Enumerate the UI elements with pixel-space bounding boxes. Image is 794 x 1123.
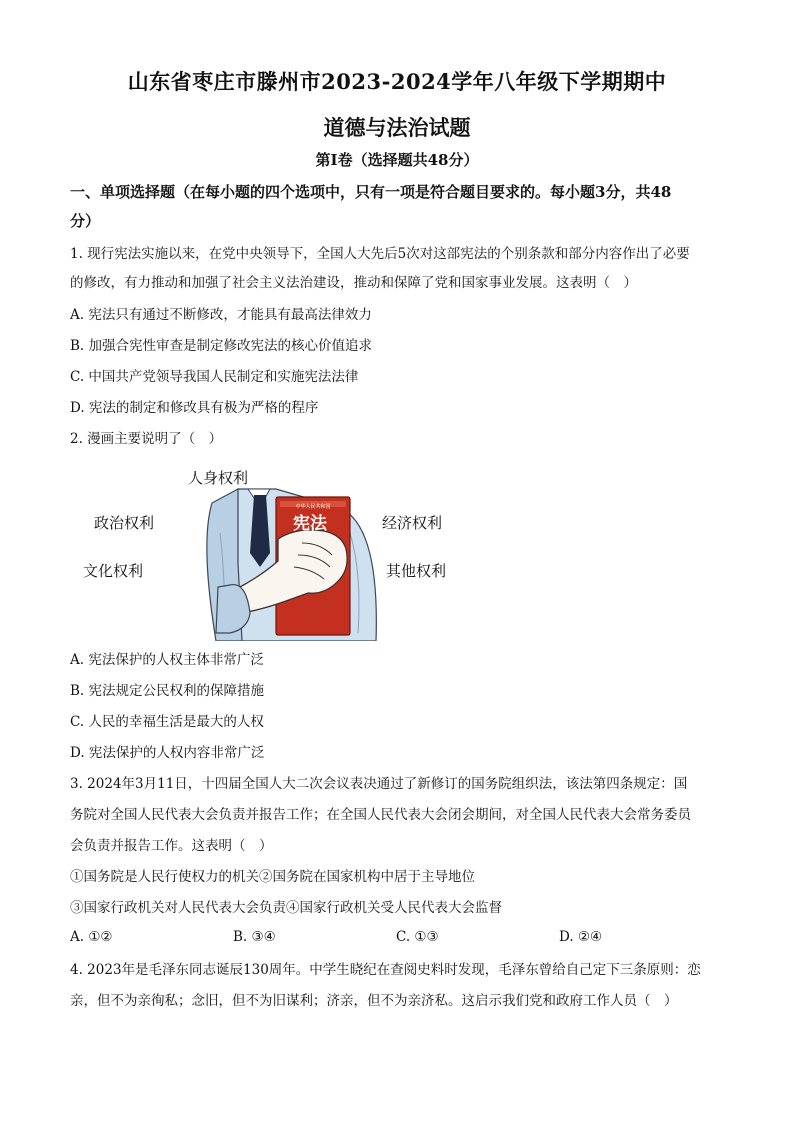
- section-heading-line2: 分）: [70, 212, 101, 230]
- q2-option-d: D. 宪法保护的人权内容非常广泛: [70, 745, 265, 761]
- label-economic-rights: 经济权利: [382, 514, 443, 532]
- q3-item-line1: ①国务院是人民行使权力的机关②国务院在国家机构中居于主导地位: [70, 869, 475, 885]
- q4-stem-line2: 亲，但不为亲徇私；念旧，但不为旧谋利；济亲，但不为亲济私。这启示我们党和政府工作人员（ ）: [70, 993, 678, 1009]
- q2-option-c: C. 人民的幸福生活是最大的人权: [70, 714, 264, 730]
- book-subtitle: 中华人民共和国: [295, 504, 331, 510]
- q2-option-a: A. 宪法保护的人权主体非常广泛: [70, 652, 264, 668]
- q3-stem-line3: 会负责并报告工作。这表明（ ）: [70, 838, 273, 854]
- q1-option-b: B. 加强合宪性审查是制定修改宪法的核心价值追求: [70, 338, 373, 354]
- book-title: 宪法: [293, 514, 327, 534]
- q4-stem-line1: 4. 2023年是毛泽东同志诞辰130周年。中学生晓纪在查阅史料时发现，毛泽东曾给自己定下三条原则：恋: [70, 962, 701, 978]
- q3-item-line2: ③国家行政机关对人民代表大会负责④国家行政机关受人民代表大会监督: [70, 900, 502, 916]
- q1-stem-line2: 的修改，有力推动和加强了社会主义法治建设，推动和保障了党和国家事业发展。这表明（ ）: [70, 275, 637, 291]
- cartoon-illustration: [80, 463, 460, 641]
- q2-option-b: B. 宪法规定公民权利的保障措施: [70, 683, 265, 699]
- q3-option-c: C. ①③: [396, 929, 439, 945]
- q3-option-d: D. ②④: [559, 929, 603, 945]
- q2-stem: 2. 漫画主要说明了（ ）: [70, 431, 223, 447]
- q3-option-a: A. ①②: [70, 929, 113, 945]
- q1-stem-line1: 1. 现行宪法实施以来，在党中央领导下，全国人大先后5次对这部宪法的个别条款和部分内容作出了必要: [70, 246, 690, 262]
- q1-option-c: C. 中国共产党领导我国人民制定和实施宪法法律: [70, 369, 359, 385]
- q3-option-b: B. ③④: [233, 929, 276, 945]
- q3-stem-line2: 务院对全国人民代表大会负责并报告工作；在全国人民代表大会闭会期间，对全国人民代表大会常务委员: [70, 807, 691, 823]
- rights-cartoon: [80, 463, 460, 641]
- q3-stem-line1: 3. 2024年3月11日，十四届全国人大二次会议表决通过了新修订的国务院组织法，该法第四条规定：国: [70, 776, 688, 792]
- exam-title: 山东省枣庄市滕州市2023-2024学年八年级下学期期中: [127, 69, 667, 94]
- label-cultural-rights: 文化权利: [83, 562, 144, 580]
- section-heading-line1: 一、单项选择题（在每小题的四个选项中，只有一项是符合题目要求的。每小题3分，共48: [70, 183, 672, 201]
- q1-option-d: D. 宪法的制定和修改具有极为严格的程序: [70, 400, 319, 416]
- label-political-rights: 政治权利: [94, 514, 155, 532]
- label-personal-rights: 人身权利: [188, 469, 249, 487]
- q1-option-a: A. 宪法只有通过不断修改，才能具有最高法律效力: [70, 307, 372, 323]
- exam-subject: 道德与法治试题: [323, 115, 471, 140]
- exam-part: 第Ⅰ卷（选择题共48分）: [315, 151, 479, 169]
- label-other-rights: 其他权利: [386, 562, 447, 580]
